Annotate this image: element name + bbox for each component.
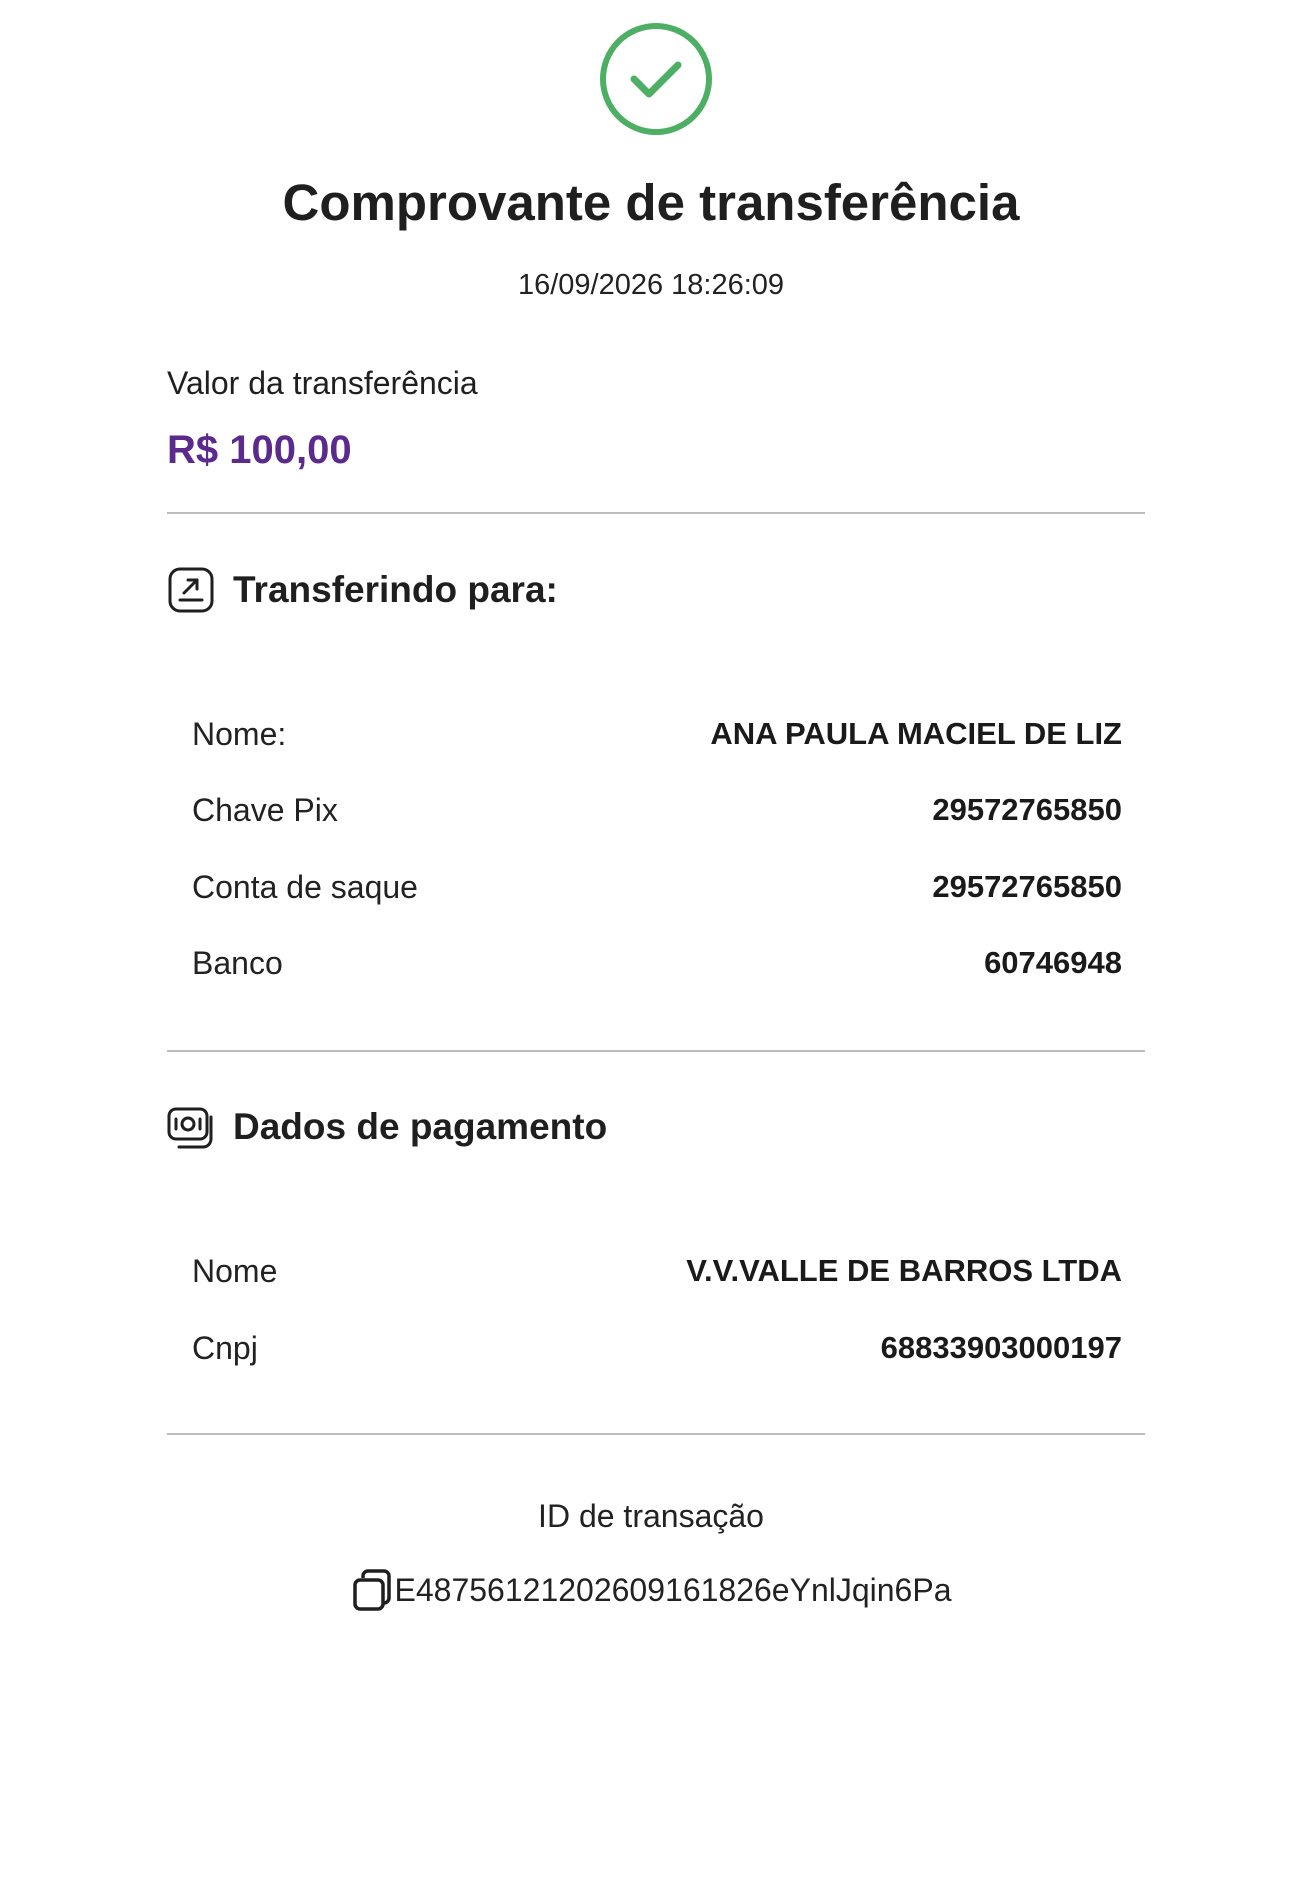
transfer-datetime: 16/09/2026 18:26:09: [517, 269, 785, 301]
recipient-row-bank: [192, 941, 1122, 985]
row-value: 29572765850: [932, 792, 1122, 827]
row-value: 29572765850: [932, 869, 1122, 904]
row-label: Banco: [192, 944, 283, 981]
divider: [167, 1050, 1145, 1052]
row-label: Conta de saque: [192, 868, 418, 905]
payment-section-header: [167, 1102, 607, 1152]
check-circle-icon: [599, 22, 713, 136]
row-label: Cnpj: [192, 1329, 258, 1366]
row-value: ANA PAULA MACIEL DE LIZ: [710, 716, 1122, 751]
page-title: Comprovante de transferência: [282, 174, 1020, 231]
payment-row-name: [192, 1249, 1122, 1293]
row-value: 60746948: [984, 945, 1122, 980]
amount-value: R$ 100,00: [167, 428, 352, 472]
money-stack-icon: [167, 1103, 215, 1151]
copy-icon[interactable]: [351, 1568, 393, 1612]
recipient-row-account: [192, 865, 1122, 909]
row-value: V.V.VALLE DE BARROS LTDA: [686, 1253, 1122, 1288]
arrow-up-right-box-icon: [167, 566, 215, 614]
row-value: 68833903000197: [880, 1330, 1122, 1365]
row-label: Nome: [192, 1252, 278, 1289]
payment-section-title: Dados de pagamento: [233, 1106, 608, 1147]
recipient-section-title: Transferindo para:: [233, 569, 558, 610]
payment-row-cnpj: [192, 1326, 1122, 1370]
recipient-section-header: [167, 565, 558, 615]
recipient-row-pix-key: [192, 788, 1122, 832]
row-label: Chave Pix: [192, 791, 338, 828]
transaction-id-value[interactable]: E48756121202609161826eYnlJqin6Pa: [394, 1572, 952, 1608]
row-label: Nome:: [192, 715, 287, 752]
transaction-id-label: ID de transação: [538, 1498, 764, 1534]
transaction-id-row[interactable]: [0, 1568, 1302, 1612]
amount-label: Valor da transferência: [167, 365, 478, 401]
divider: [167, 1433, 1145, 1435]
recipient-row-name: [192, 712, 1122, 756]
divider: [167, 512, 1145, 514]
